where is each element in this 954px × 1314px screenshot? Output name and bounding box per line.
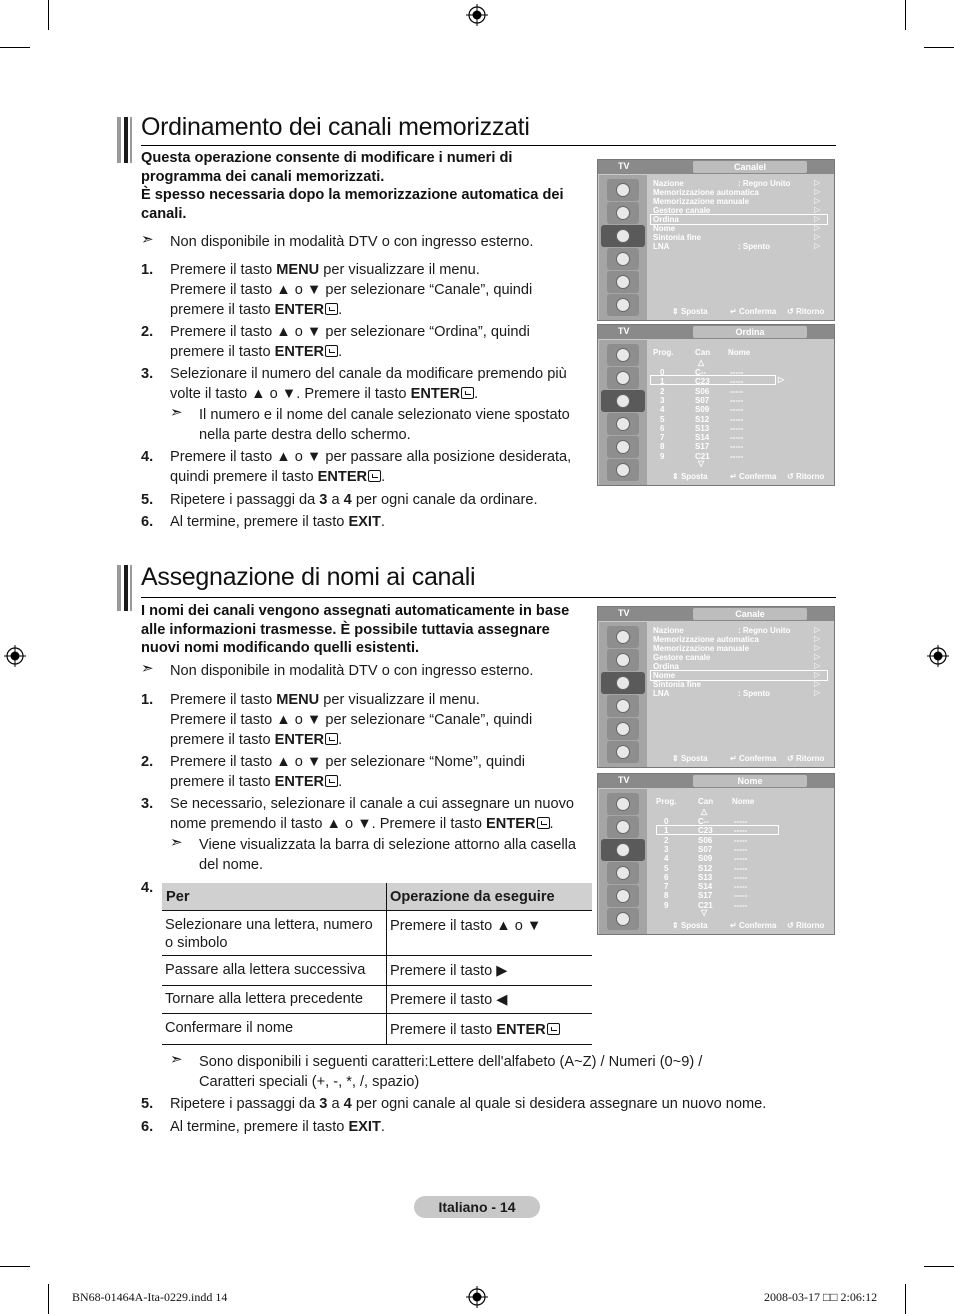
osd-item: Sintonia fine <box>653 233 701 242</box>
enter-icon <box>461 387 474 399</box>
osd-list-cell: 2 <box>660 386 665 396</box>
crop-mark <box>48 0 49 30</box>
step-number: 2. <box>141 324 154 340</box>
osd-item: Ordina <box>653 662 679 671</box>
step-text: Premere il tasto ▲ o ▼ per selezionare “Nome”, quindi premere il tasto ENTER . <box>170 754 525 790</box>
osd-list-cell: 2 <box>664 835 669 845</box>
step-text: Premere il tasto MENU per visualizzare il menu. Premere il tasto ▲ o ▼ per selezionare “Canale”, quindi premere il tasto ENTER . <box>170 262 533 318</box>
osd-value: : Spento <box>738 242 770 251</box>
osd-list-cell: ----- <box>734 882 748 892</box>
picture-icon <box>607 344 639 366</box>
osd-list-cell: ----- <box>730 414 744 424</box>
col-header: Prog. <box>656 797 677 806</box>
application-icon <box>607 908 639 930</box>
table-rule <box>162 910 592 911</box>
picture-icon <box>607 179 639 201</box>
osd-list-cell: C23 <box>695 377 710 387</box>
setup-icon <box>607 862 639 884</box>
osd-list-cell: ----- <box>734 817 748 826</box>
osd-value: : Spento <box>738 689 770 698</box>
up-triangle-icon: △ <box>701 807 708 816</box>
osd-value: : Regno Unito <box>738 179 791 188</box>
osd-ordina-list <box>597 324 835 486</box>
osd-list-cell: ----- <box>730 442 744 452</box>
osd-list-cell: C-- <box>698 817 710 826</box>
osd-item: Nome <box>653 224 676 233</box>
application-icon <box>607 459 639 481</box>
registration-mark-icon <box>4 645 26 667</box>
osd-footer: ⇕ Sposta ↵ Conferma ↺ Ritorno <box>672 472 825 481</box>
osd-list-cell: 6 <box>664 872 669 882</box>
osd-arrows: ▷ ▷ ▷ ▷ ▷ ▷ ▷ ▷ <box>814 178 821 250</box>
osd-item: Memorizzazione manuale <box>653 644 750 653</box>
osd-list-cell: 7 <box>664 882 669 892</box>
section-title: Assegnazione di nomi ai canali <box>141 563 476 591</box>
registration-mark-icon <box>466 1286 488 1308</box>
col-header: Can <box>698 797 714 806</box>
osd-list-cell: S17 <box>695 442 710 452</box>
osd-list-cell: ----- <box>734 844 748 854</box>
down-triangle-icon: ▽ <box>698 459 705 468</box>
col-header: Prog. <box>653 348 674 357</box>
osd-item: Memorizzazione manuale <box>653 197 750 206</box>
osd-list-cell: 4 <box>664 854 669 864</box>
sound-icon <box>607 367 639 389</box>
osd-list-cell: S13 <box>698 872 713 882</box>
osd-item: LNA <box>653 689 670 698</box>
table-rule <box>386 883 387 1044</box>
intro-text: Questa operazione consente di modificare i numeri di programma dei canali memorizzati. È spesso necessaria dopo la memorizzazione automatica dei canali. <box>141 150 564 222</box>
osd-list-cell: 8 <box>660 442 665 452</box>
input-icon <box>607 436 639 458</box>
table-header-cell: Per <box>166 889 190 905</box>
osd-item: Memorizzazione automatica <box>653 188 759 197</box>
table-cell: Premere il tasto ▶ <box>390 963 508 979</box>
col-header: Nome <box>732 797 755 806</box>
osd-list-cell: ----- <box>730 377 744 387</box>
imprint-file: BN68-01464A-Ita-0229.indd 14 <box>72 1290 228 1304</box>
table-header-cell: Operazione da eseguire <box>390 889 555 905</box>
osd-list-cell: ----- <box>730 386 744 396</box>
osd-list-cell: ----- <box>730 405 744 415</box>
osd-tv-label: TV <box>618 161 630 171</box>
setup-icon <box>607 413 639 435</box>
osd-selection <box>650 375 776 385</box>
note-arrow-icon: ➣ <box>141 660 154 677</box>
osd-list-cell: 9 <box>660 451 665 461</box>
crop-mark <box>924 1266 954 1267</box>
osd-list-cell: C21 <box>698 900 713 910</box>
osd-footer: ⇕ Sposta ↵ Conferma ↺ Ritorno <box>672 921 825 930</box>
section-rule <box>141 597 836 598</box>
section-bar <box>130 565 132 611</box>
col-header: Can <box>695 348 711 357</box>
osd-list-cell: 4 <box>660 405 665 415</box>
osd-list-cell: ----- <box>734 854 748 864</box>
section-bar <box>117 117 121 163</box>
page-number-badge: Italiano - 14 <box>414 1196 540 1218</box>
enter-icon <box>325 303 338 315</box>
osd-item: LNA <box>653 242 670 251</box>
osd-title: Canale <box>693 608 807 620</box>
crop-mark <box>48 1284 49 1314</box>
step-text: Ripetere i passaggi da 3 a 4 per ogni canale da ordinare. <box>170 492 538 508</box>
up-triangle-icon: △ <box>698 358 705 367</box>
channel-icon <box>601 225 645 247</box>
osd-list-cell: ----- <box>734 835 748 845</box>
section-bar <box>124 565 128 611</box>
osd-item: Nazione <box>653 179 684 188</box>
step-number: 3. <box>141 366 154 382</box>
step-number: 1. <box>141 692 154 708</box>
table-cell: Passare alla lettera successiva <box>165 962 366 978</box>
osd-tv-label: TV <box>618 326 630 336</box>
osd-list-cell: 5 <box>660 414 665 424</box>
osd-canale-menu <box>597 159 835 321</box>
step-text: Se necessario, selezionare il canale a cui assegnare un nuovo nome premendo il tasto ▲ o ▼. Premere il tasto ENTER . <box>170 796 575 832</box>
note-arrow-icon: ➣ <box>170 1051 183 1068</box>
osd-canale-menu <box>597 606 835 768</box>
crop-mark <box>905 1284 906 1314</box>
osd-list-cell: ----- <box>730 368 744 377</box>
osd-list-cell: S07 <box>695 395 710 405</box>
section-rule <box>141 145 836 146</box>
enter-icon <box>547 1023 560 1035</box>
step-text: Premere il tasto ▲ o ▼ per passare alla posizione desiderata, quindi premere il tasto ENTER . <box>170 449 572 485</box>
sound-icon <box>607 649 639 671</box>
crop-mark <box>924 47 954 48</box>
section-bar <box>130 117 132 163</box>
table-rule <box>162 1044 592 1045</box>
section-bar <box>124 117 128 163</box>
table-cell: Confermare il nome <box>165 1020 294 1036</box>
section-bar <box>117 565 121 611</box>
enter-icon <box>537 817 550 829</box>
step-number: 2. <box>141 754 154 770</box>
osd-title: Canalel <box>693 161 807 173</box>
osd-list-cell: ----- <box>734 891 748 901</box>
step-number: 5. <box>141 1096 154 1112</box>
col-header: Nome <box>728 348 751 357</box>
osd-item: Nome <box>653 671 676 680</box>
table-cell: Premere il tasto ENTER <box>390 1021 560 1039</box>
step-number: 5. <box>141 492 154 508</box>
osd-list-cell: 0 <box>660 368 665 377</box>
osd-list-cell: 1 <box>660 377 665 387</box>
step-text: Al termine, premere il tasto EXIT. <box>170 1119 385 1135</box>
down-triangle-icon: ▽ <box>701 908 708 917</box>
osd-item: Gestore canale <box>653 206 711 215</box>
osd-list-cell: 5 <box>664 863 669 873</box>
osd-list-cell: 0 <box>664 817 669 826</box>
table-rule <box>162 985 592 986</box>
osd-title: Ordina <box>693 326 807 338</box>
setup-icon <box>607 695 639 717</box>
osd-list-cell: S09 <box>695 405 710 415</box>
note-text: Viene visualizzata la barra di selezione attorno alla casella del nome. <box>199 837 576 873</box>
imprint-date: 2008-03-17 □□ 2:06:12 <box>764 1290 878 1304</box>
step-number: 4. <box>141 880 154 896</box>
osd-list-cell: ----- <box>730 423 744 433</box>
sound-icon <box>607 816 639 838</box>
osd-item: Nazione <box>653 626 684 635</box>
osd-list-cell: ----- <box>734 900 748 910</box>
osd-item: Sintonia fine <box>653 680 701 689</box>
osd-tv-label: TV <box>618 608 630 618</box>
registration-mark-icon <box>466 4 488 26</box>
osd-title: Nome <box>693 775 807 787</box>
step-text: Selezionare il numero del canale da modificare premendo più volte il tasto ▲ o ▼. Premere il tasto ENTER . <box>170 366 567 402</box>
osd-footer: ⇕ Sposta ↵ Conferma ↺ Ritorno <box>672 754 825 763</box>
table-rule <box>162 955 592 956</box>
osd-item: Ordina <box>653 215 679 224</box>
step-number: 3. <box>141 796 154 812</box>
input-icon <box>607 271 639 293</box>
osd-list-cell: C23 <box>698 826 713 836</box>
input-icon <box>607 885 639 907</box>
picture-icon <box>607 793 639 815</box>
step-number: 1. <box>141 262 154 278</box>
osd-list-cell: S13 <box>695 423 710 433</box>
osd-nome-list <box>597 773 835 935</box>
osd-list-cell: 3 <box>664 844 669 854</box>
osd-arrows: ▷ ▷ ▷ ▷ ▷ ▷ ▷ ▷ <box>814 625 821 697</box>
crop-mark <box>0 1266 30 1267</box>
step-text: Premere il tasto MENU per visualizzare il menu. Premere il tasto ▲ o ▼ per selezionare “Canale”, quindi premere il tasto ENTER . <box>170 692 533 748</box>
osd-footer: ⇕ Sposta ↵ Conferma ↺ Ritorno <box>672 307 825 316</box>
osd-list-cell: 3 <box>660 395 665 405</box>
osd-item: Memorizzazione automatica <box>653 635 759 644</box>
step-number: 6. <box>141 514 154 530</box>
osd-list-cell: S14 <box>698 882 713 892</box>
osd-list-cell: C-- <box>695 368 707 377</box>
enter-icon <box>368 470 381 482</box>
osd-list-cell: S12 <box>695 414 710 424</box>
table-cell: Premere il tasto ▲ o ▼ <box>390 918 542 934</box>
note-text: Non disponibile in modalità DTV o con ingresso esterno. <box>170 234 534 250</box>
step-number: 6. <box>141 1119 154 1135</box>
channel-icon <box>601 390 645 412</box>
table-cell: Tornare alla lettera precedente <box>165 991 363 1007</box>
note-arrow-icon: ➣ <box>141 231 154 248</box>
input-icon <box>607 718 639 740</box>
application-icon <box>607 741 639 763</box>
picture-icon <box>607 626 639 648</box>
channel-icon <box>601 672 645 694</box>
sound-icon <box>607 202 639 224</box>
osd-list-cell: S09 <box>698 854 713 864</box>
osd-list-cell: S14 <box>695 433 710 443</box>
osd-value: : Regno Unito <box>738 626 791 635</box>
step-text: Ripetere i passaggi da 3 a 4 per ogni canale al quale si desidera assegnare un nuovo nome. <box>170 1096 767 1112</box>
osd-list-cell: ----- <box>734 826 748 836</box>
enter-icon <box>325 345 338 357</box>
table-cell: Selezionare una lettera, numero o simbolo <box>165 917 373 951</box>
intro-text: I nomi dei canali vengono assegnati automaticamente in base alle informazioni trasmesse. È possibile tuttavia assegnare nuovi nomi modificando quelli esistenti. <box>141 603 570 656</box>
osd-list-cell: 9 <box>664 900 669 910</box>
note-text: Il numero e il nome del canale selezionato viene spostato nella parte destra dello schermo. <box>199 407 570 443</box>
osd-list-cell: ----- <box>730 433 744 443</box>
step-text: Premere il tasto ▲ o ▼ per selezionare “Ordina”, quindi premere il tasto ENTER . <box>170 324 530 360</box>
osd-list-cell: 7 <box>660 433 665 443</box>
note-arrow-icon: ➣ <box>170 834 183 851</box>
osd-list-cell: ----- <box>730 451 744 461</box>
osd-list-cell: ----- <box>730 395 744 405</box>
osd-list-cell: S17 <box>698 891 713 901</box>
osd-item: Gestore canale <box>653 653 711 662</box>
note-arrow-icon: ➣ <box>170 404 183 421</box>
osd-list-cell: S07 <box>698 844 713 854</box>
osd-list-cell: 6 <box>660 423 665 433</box>
crop-mark <box>0 47 30 48</box>
osd-list-cell: ----- <box>734 863 748 873</box>
osd-selection <box>656 825 779 835</box>
note-text: Non disponibile in modalità DTV o con ingresso esterno. <box>170 663 534 679</box>
step-number: 4. <box>141 449 154 465</box>
enter-icon <box>325 733 338 745</box>
application-icon <box>607 294 639 316</box>
osd-tv-label: TV <box>618 775 630 785</box>
osd-list-cell: 8 <box>664 891 669 901</box>
table-rule <box>162 1013 592 1014</box>
crop-mark <box>905 0 906 30</box>
osd-list-cell: S06 <box>698 835 713 845</box>
enter-icon <box>325 775 338 787</box>
osd-list-cell: S06 <box>695 386 710 396</box>
section-title: Ordinamento dei canali memorizzati <box>141 113 530 141</box>
note-text: Sono disponibili i seguenti caratteri:Lettere dell'alfabeto (A~Z) / Numeri (0~9) / Caratteri speciali (+, -, *, /, spazio) <box>199 1054 703 1090</box>
step-text: Al termine, premere il tasto EXIT. <box>170 514 385 530</box>
channel-icon <box>601 839 645 861</box>
table-cell: Premere il tasto ◀ <box>390 992 508 1008</box>
osd-list-cell: ----- <box>734 872 748 882</box>
right-triangle-icon: ▷ <box>778 375 785 384</box>
setup-icon <box>607 248 639 270</box>
osd-list-cell: S12 <box>698 863 713 873</box>
osd-list-cell: C21 <box>695 451 710 461</box>
registration-mark-icon <box>927 645 949 667</box>
osd-list-cell: 1 <box>664 826 669 836</box>
